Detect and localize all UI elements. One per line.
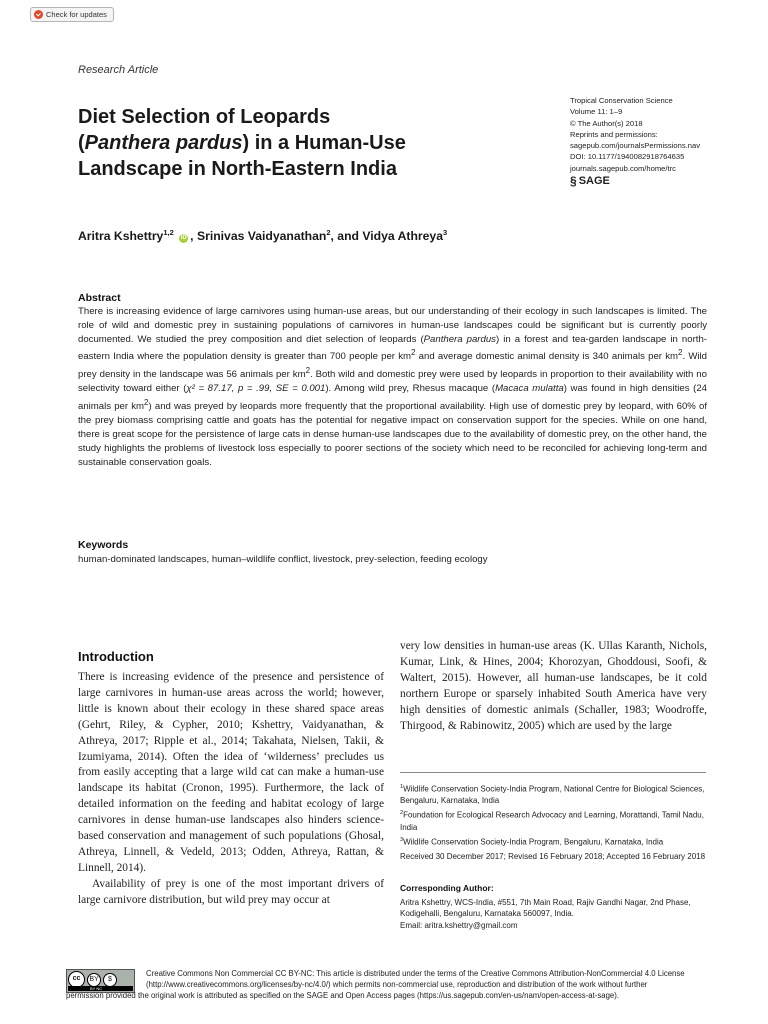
author-affil-sup: 1,2	[163, 228, 174, 237]
abstract-text: ) and was preyed by leopards more frequently that the proportional availability. High use of domestic prey by leopard, with 60% of the prey biomass comprising cattle and goats has the potential for negative impact on conservation support for the species. While on one hand, there is great scope for the persistence of large cats in dense human-use landscapes due to the availability of domestic prey, on the other hand, the study highlights the problems of livestock loss especially to poorer sections of the society which need to be reconciled for achieving long-term and sustainable conservation goals.	[78, 401, 707, 468]
check-updates-label: Check for updates	[46, 10, 107, 19]
noncommercial-icon: $	[103, 973, 117, 987]
journal-reprints: Reprints and permissions:	[570, 129, 658, 139]
author-name: Aritra Kshettry	[78, 229, 164, 244]
introduction-right-column: very low densities in human-use areas (K. Ullas Karanth, Nichols, Kumar, Link, & Hines, 2004; Khorozyan, Ghoddousi, Soofi, & Waltert, 2015). However, all human-use landscapes, be it cold northern Europe or sparsely inhabited South America have very high densities of domestic animals (Schaller, 1983; Woodroffe, Thirgood, & Rabinowitz, 2005) which are used by the large	[400, 640, 707, 732]
abstract-superscript: 2	[678, 348, 683, 358]
title-line-2: ) in a Human-Use	[242, 132, 406, 154]
author-separator: ,	[190, 229, 194, 244]
abstract-macaque-species: Macaca mulatta	[495, 383, 564, 395]
affiliation-item	[400, 782, 706, 806]
sage-logo-text: SAGE	[578, 175, 610, 188]
affiliation-text: Foundation for Ecological Research Advocacy and Learning, Morattandi, Tamil Nadu, India	[400, 811, 704, 832]
abstract-text: There is increasing evidence of large carnivores using human-use areas, but our understanding of their ecology in such landscapes is limited. The role of wild and domestic prey in sustaining populations of carnivores in human-use landscapes could be significant but is currently poorly documented. We studied the prey composition and diet selection of leopards (	[78, 306, 707, 345]
abstract-species: Panthera pardus	[423, 333, 496, 345]
keywords-list: human-dominated landscapes, human–wildlife conflict, livestock, prey-selection, feeding ecology	[78, 554, 488, 565]
corresponding-email[interactable]: Email: aritra.kshettry@gmail.com	[400, 920, 518, 930]
affiliations	[400, 782, 706, 850]
abstract-text: ) in a forest and tea-garden landscape in north-eastern India where the population density is greater than 700 people per km	[78, 333, 707, 363]
sage-logo	[570, 176, 760, 187]
article-type: Research Article	[78, 64, 159, 76]
article-title	[78, 104, 498, 182]
corresponding-author-heading: Corresponding Author:	[400, 883, 494, 893]
title-line-3: Landscape in North-Eastern India	[78, 158, 397, 180]
affiliation-num: 2	[400, 810, 404, 817]
abstract-stats: χ² = 87.17, p = .99, SE = 0.001	[186, 383, 326, 395]
license-text-continued: permission provided the original work is attributed as specified on the SAGE and Open Access pages (https://us.sagepub.com/en-us/nam/open-access-at-sage).	[66, 991, 620, 1000]
author-name: Srinivas Vaidyanathan	[196, 229, 327, 244]
orcid-icon[interactable]: iD	[180, 235, 187, 242]
abstract-superscript: 2	[411, 348, 416, 358]
author-list	[78, 228, 447, 243]
check-updates-icon	[34, 10, 43, 19]
author-affil-sup: 2	[326, 228, 331, 237]
license-text: Creative Commons Non Commercial CC BY-NC: This article is distributed under the terms of the Creative Commons Attribution-NonCommercial 4.0 License (http://www.creativecommons.org/licenses/by-nc/4.0/) which permits non-commercial use, reproduction and distribution of the work without further	[146, 969, 685, 989]
abstract-text: . Wild prey density in the landscape was 56 animals per km	[78, 351, 708, 381]
journal-permissions-link[interactable]: sagepub.com/journalsPermissions.nav	[570, 141, 701, 151]
journal-volume: Volume 11: 1–9	[570, 107, 623, 117]
author-affil-sup: 3	[442, 228, 448, 237]
keywords-heading: Keywords	[78, 539, 129, 551]
intro-paragraph-1: There is increasing evidence of the presence and persistence of large carnivores in human-use areas across the world; however, little is known about their ecology in these shared space areas (Gehrt, Riley, & Cypher, 2010; Kshettry, Vaidyanathan, & Athreya, 2017; Ripple et al., 2014; Takahata, Nielsen, Takii, & Izumiyama, 2014). Often the idea of ‘wilderness’ precludes us from easily accepting that a large wild cat can make a human-use landscape its habitat (Cronon, 1995). Furthermore, the lack of detailed information on the feeding and habitat ecology of large carnivores in dense human-use landscapes also hinders science-based conservation and management of such populations (Ghosal, Athreya, Linnell, & Vedeld, 2013; Odden, Athreya, Rattan, & Linnell, 2014).	[78, 671, 384, 874]
journal-copyright: © The Author(s) 2018	[570, 118, 643, 128]
title-species: Panthera pardus	[84, 132, 243, 154]
affiliation-text: Wildlife Conservation Society-India Program, Bengaluru, Karnataka, India	[403, 837, 664, 847]
abstract-heading: Abstract	[78, 292, 121, 304]
introduction-left-column	[78, 670, 384, 909]
footnote-divider	[400, 772, 706, 773]
author-name: Vidya Athreya	[362, 229, 443, 244]
title-open-paren: (	[78, 132, 85, 154]
affiliation-item	[400, 808, 706, 832]
sage-logo-icon: §	[570, 174, 577, 189]
check-for-updates-button[interactable]	[30, 7, 114, 22]
cc-icon: cc	[68, 971, 85, 988]
introduction-heading: Introduction	[78, 649, 154, 664]
journal-info	[570, 95, 760, 187]
journal-home-link[interactable]: journals.sagepub.com/home/trc	[570, 163, 676, 173]
affiliation-num: 1	[400, 784, 404, 790]
author-separator: , and	[330, 229, 359, 244]
abstract-text: and average domestic animal density is 340 animals per km	[415, 351, 679, 363]
abstract-text: ). Among wild prey, Rhesus macaque (	[325, 383, 496, 395]
abstract-body	[78, 305, 707, 469]
affiliation-num: 3	[400, 836, 404, 843]
corresponding-author-details	[400, 897, 706, 931]
corresponding-address: Aritra Kshettry, WCS-India, #551, 7th Main Road, Rajiv Gandhi Nagar, 2nd Phase, Kodigehalli, Bengaluru, Karnataka 560097, India.	[400, 898, 691, 919]
abstract-text: . Both wild and domestic prey were used by leopards in proportion to their availability with no selectivity toward either (	[78, 369, 707, 395]
intro-paragraph-2: Availability of prey is one of the most important drivers of large carnivore distribution, but wild prey may occur at	[78, 877, 384, 906]
received-dates: Received 30 December 2017; Revised 16 February 2018; Accepted 16 February 2018	[400, 852, 706, 861]
journal-doi[interactable]: DOI: 10.1177/1940082918764635	[570, 152, 685, 162]
attribution-icon: BY	[87, 973, 101, 987]
cc-badge-strip: BY NC	[68, 986, 133, 991]
affiliation-text: Wildlife Conservation Society-India Program, National Centre for Biological Sciences, Bengaluru, Karnataka, India	[400, 784, 705, 806]
journal-name: Tropical Conservation Science	[570, 96, 673, 105]
affiliation-item	[400, 835, 706, 848]
abstract-superscript: 2	[305, 366, 311, 376]
abstract-superscript: 2	[144, 398, 149, 408]
title-line-1: Diet Selection of Leopards	[78, 106, 331, 128]
abstract-text: ) was found in high densities (24 animals per km	[78, 383, 707, 413]
